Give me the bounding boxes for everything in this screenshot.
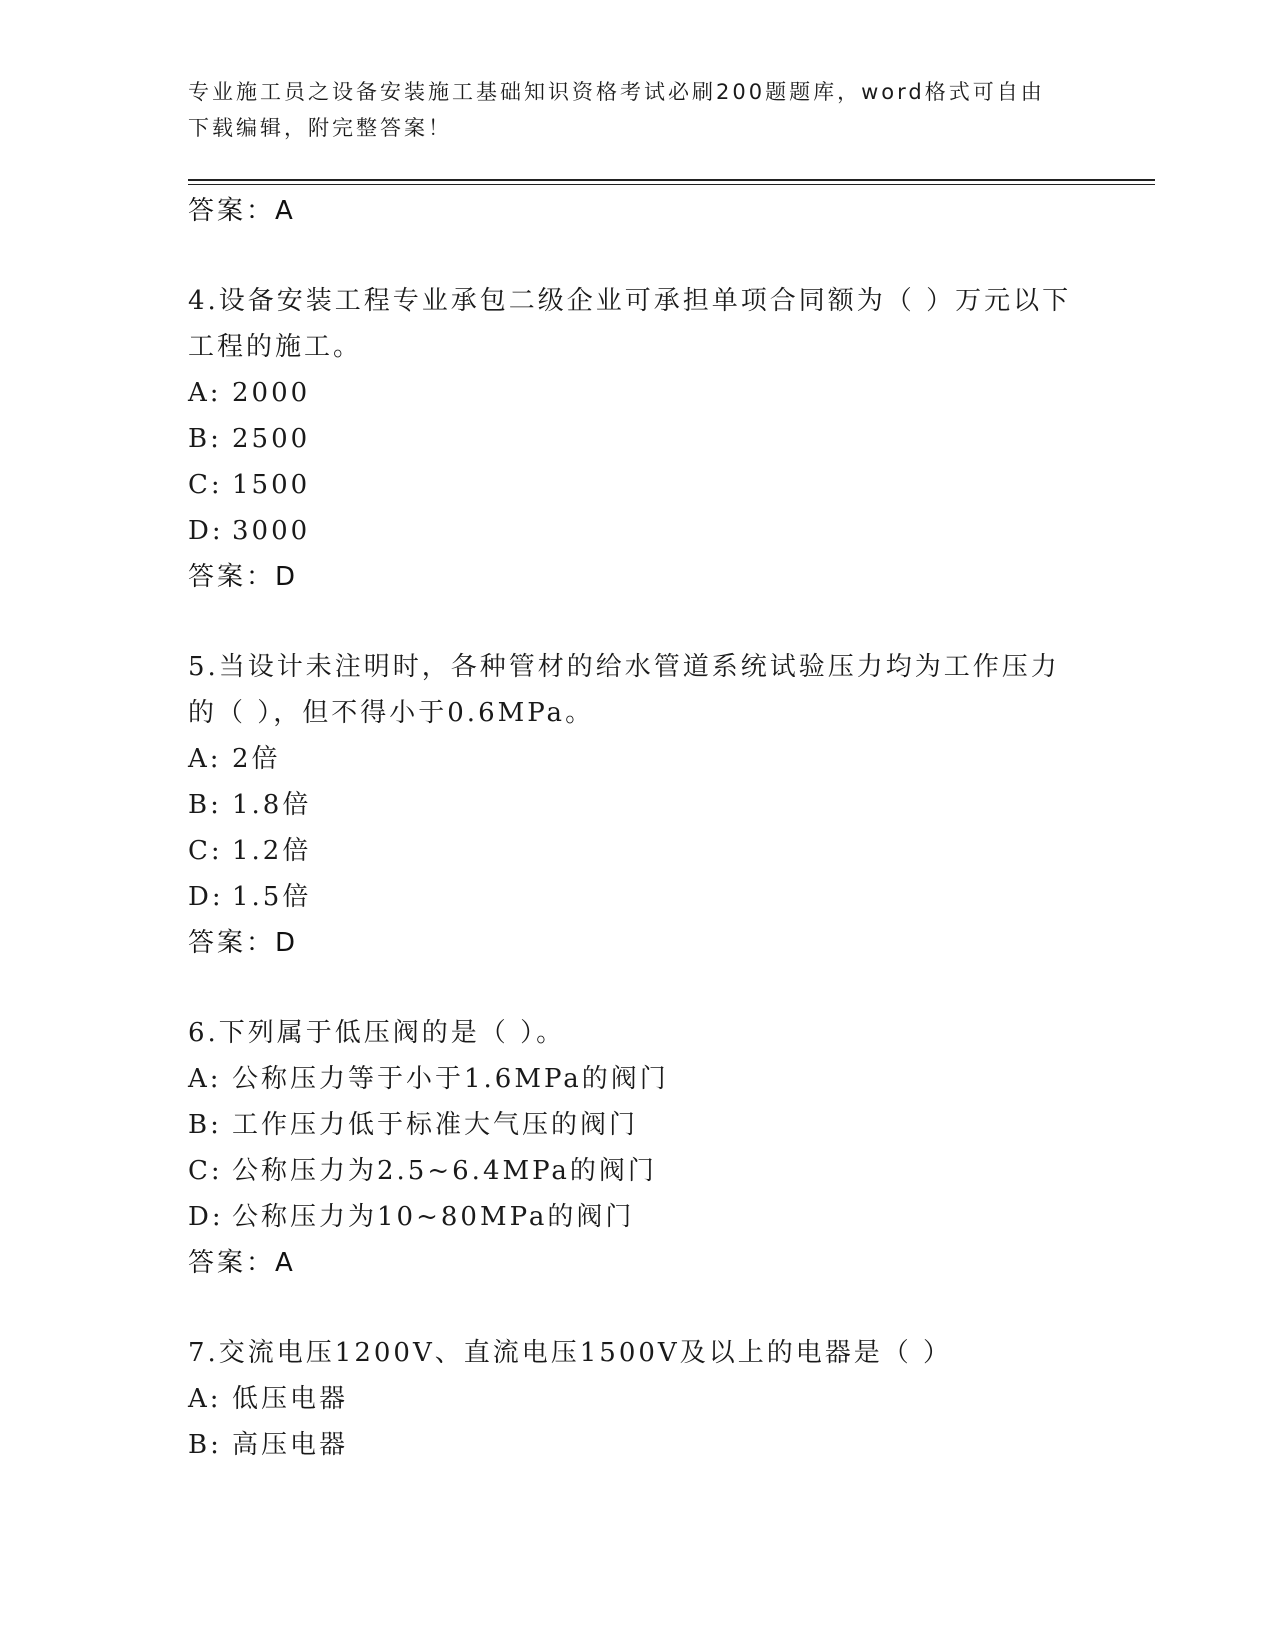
question-6 [188,1010,1088,1286]
option-text: 1500 [232,470,311,500]
question-stem: 6.下列属于低压阀的是（ ）。 [188,1018,566,1048]
option-text: 1.8倍 [232,790,312,820]
option-label: B: [188,1110,222,1140]
document-header [188,74,1088,146]
option-text: 公称压力等于小于1.6MPa的阀门 [232,1064,669,1094]
option-text: 2000 [232,378,311,408]
header-divider-thick [188,179,1155,181]
option-text: 公称压力为2.5~6.4MPa的阀门 [232,1156,657,1186]
header-line-1: 专业施工员之设备安装施工基础知识资格考试必刷200题题库，word格式可自由 [188,80,1045,104]
question-7 [188,1330,1088,1468]
question-4 [188,278,1088,600]
option-label: B: [188,424,222,454]
question-5 [188,644,1088,966]
option-text: 高压电器 [232,1430,349,1460]
option-c [188,1148,1088,1194]
option-label: D: [188,882,224,912]
option-a [188,370,1088,416]
option-d [188,874,1088,920]
option-a [188,736,1088,782]
option-label: A: [188,378,222,408]
option-c [188,462,1088,508]
option-label: D: [188,516,224,546]
option-text: 公称压力为10~80MPa的阀门 [232,1202,635,1232]
option-label: C: [188,470,223,500]
answer-line: 答案：D [188,562,299,592]
option-b [188,416,1088,462]
option-text: 3000 [232,516,311,546]
question-stem: 4.设备安装工程专业承包二级企业可承担单项合同额为（ ）万元以下工程的施工。 [188,286,1072,362]
option-a [188,1056,1088,1102]
question-stem: 5.当设计未注明时，各种管材的给水管道系统试验压力均为工作压力的（ ），但不得小于0.6MPa。 [188,652,1060,728]
option-a [188,1376,1088,1422]
option-text: 1.5倍 [232,882,312,912]
option-label: B: [188,1430,222,1460]
option-c [188,828,1088,874]
question-stem: 7.交流电压1200V、直流电压1500V及以上的电器是（ ） [188,1338,952,1368]
header-line-2: 下载编辑，附完整答案！ [188,116,452,140]
option-b [188,1102,1088,1148]
option-label: A: [188,1384,222,1414]
option-text: 2500 [232,424,311,454]
answer-line: 答案：A [188,1248,296,1278]
option-d [188,508,1088,554]
header-divider-thin [188,184,1155,185]
option-b [188,782,1088,828]
question-list [188,188,1088,1468]
option-text: 工作压力低于标准大气压的阀门 [232,1110,639,1140]
option-d [188,1194,1088,1240]
previous-answer: 答案：A [188,196,296,226]
option-text: 1.2倍 [232,836,312,866]
option-text: 2倍 [232,744,281,774]
option-label: A: [188,744,222,774]
option-label: C: [188,836,223,866]
answer-line: 答案：D [188,928,299,958]
option-text: 低压电器 [232,1384,349,1414]
option-b [188,1422,1088,1468]
option-label: A: [188,1064,222,1094]
option-label: C: [188,1156,223,1186]
option-label: D: [188,1202,224,1232]
option-label: B: [188,790,222,820]
